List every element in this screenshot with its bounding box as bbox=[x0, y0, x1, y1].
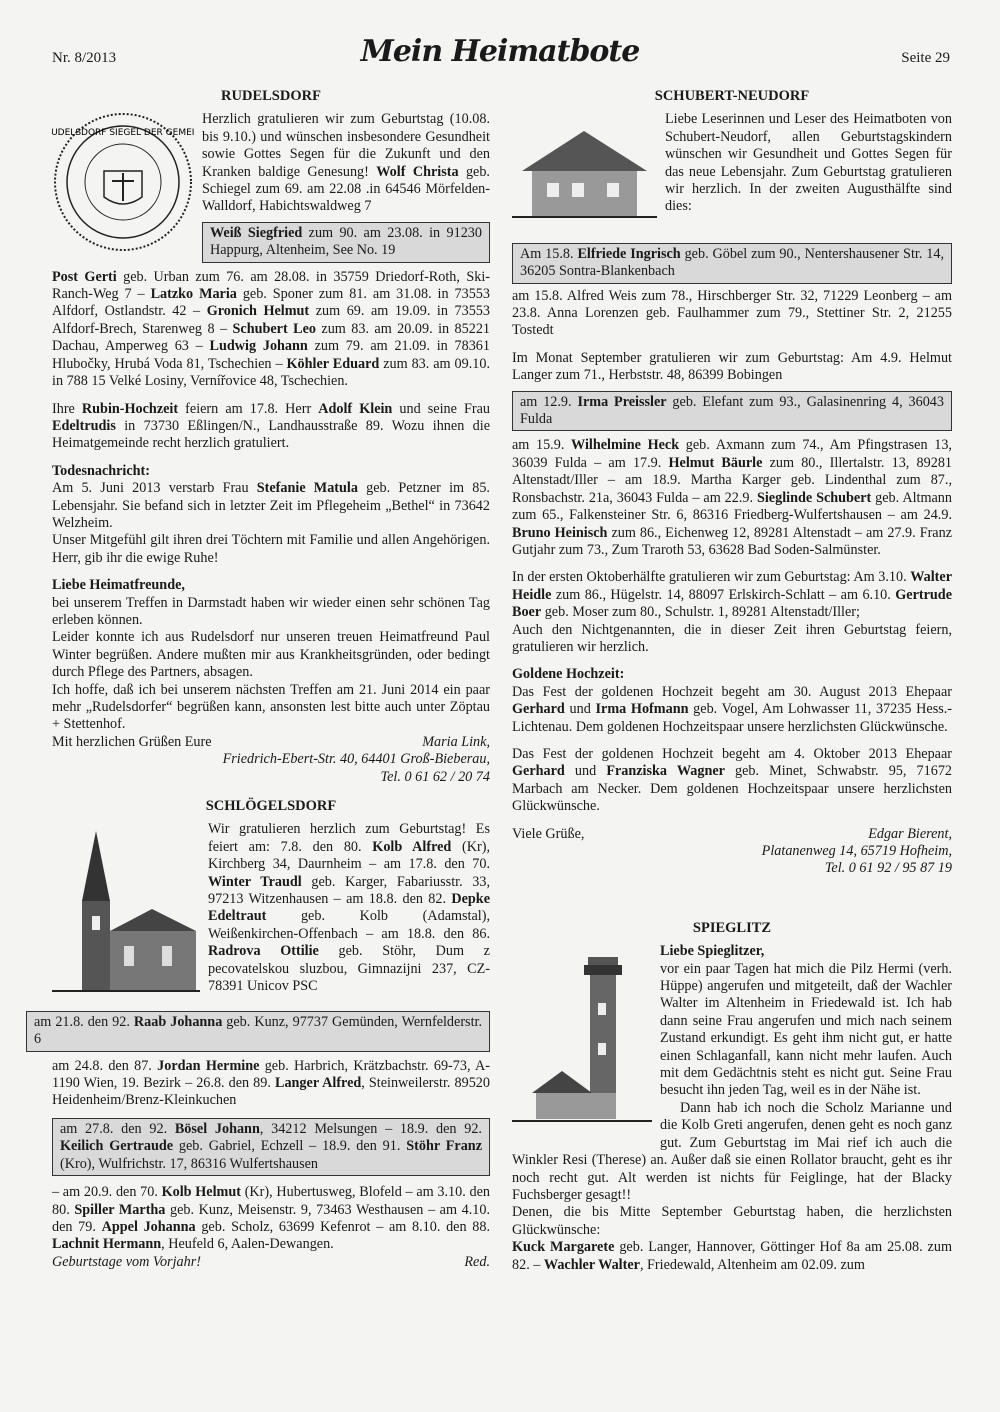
person-name: Kuck Margarete bbox=[512, 1239, 615, 1256]
rubin-wedding bbox=[52, 401, 490, 453]
text-segment: geb. Sponer zum 81. am 31.08. in 73553 Alfdorf, Ostlandstr. 42 – bbox=[52, 286, 490, 320]
person-name: Wilhelmine Heck bbox=[571, 437, 680, 454]
person-name: Post Gerti bbox=[52, 268, 117, 285]
text-segment: zum 86., Eichenweg 12, 89281 Altenstadt – am 27.9. Franz Gutjahr zum 73., Zum Traroth 53, 63628 Bad Soden-Salmünster. bbox=[512, 524, 952, 558]
death-condolence: Unser Mitgefühl gilt ihren drei Töchtern mit Familie und allen Angehörigen. Herr, gib ihr die ewige Ruhe! bbox=[52, 532, 490, 566]
tower-image bbox=[512, 943, 652, 1138]
text-segment: , 34212 Melsungen – 18.9. den 92. bbox=[259, 1120, 482, 1137]
text-segment: geb. Moser zum 80., Schulstr. 1, 89281 Altenstadt/Iller; bbox=[541, 604, 860, 621]
signature-address: Friedrich-Ebert-Str. 40, 64401 Groß-Bieberau, bbox=[222, 751, 490, 768]
text-segment: geb. Petzner im 85. Lebensjahr. Sie befand sich in letzter Zeit im Pflegeheim „Bethel“ in 73642 Welzheim. bbox=[52, 480, 490, 531]
person-name: Gertrude Boer bbox=[512, 586, 952, 621]
text-segment: geb. Urban zum 76. am 28.08. in 35759 Driedorf-Roth, Ski-Ranch-Weg 7 – bbox=[52, 268, 490, 303]
text-segment: geb. Kunz, Meisenstr. 9, 73463 Westhausen – am 4.10. den 79. bbox=[52, 1201, 491, 1235]
text-segment: geb. Langer, Hannover, Göttinger Hof 8a am 25.08. zum 82. – bbox=[512, 1239, 952, 1273]
person-name: Lachnit Hermann bbox=[52, 1236, 162, 1253]
church-image bbox=[52, 821, 200, 1004]
masthead-title: Mein Heimatbote bbox=[360, 34, 640, 69]
person-name: Bösel Johann bbox=[174, 1120, 260, 1137]
section-title-spieglitz: SPIEGLITZ bbox=[692, 919, 772, 936]
text-segment: geb. Harbrich, Krätzbachstr. 69-73, A-1190 Wien, 19. Bezirk – 26.8. den 89. bbox=[52, 1057, 490, 1092]
spieglitz-para-2: Dann hab ich noch die Scholz Marianne und die Kolb Greti angerufen, denen geht es noch ganz gut. Zum Geburtstag im Mai rief ich auch die Winkler Resi (Therese) an. Außer daß sie einen Rollator braucht, geht es ihr noch recht gut. Alt werden ist nichts für Feiglinge, hat der Blacky Fuchsberger gesagt!! bbox=[512, 1099, 952, 1203]
person-name: Stöhr Franz bbox=[406, 1138, 482, 1155]
person-name: Rubin-Hochzeit bbox=[81, 400, 179, 417]
text-segment: am 27.8. den 92. bbox=[60, 1120, 175, 1137]
person-name: Irma Preissler bbox=[577, 393, 667, 410]
text-segment: In der ersten Oktoberhälfte gratulieren wir zum Geburtstag: Am 3.10. bbox=[512, 569, 911, 586]
schubert-august: am 15.8. Alfred Weis zum 78., Hirschberger Str. 32, 71229 Leonberg – am 23.8. Anna Lorenzen geb. Faulhammer zum 79., Stettiner Str. 2, 21255 Tostedt bbox=[512, 287, 952, 339]
text-segment: (Kr), Kirchberg 34, Daurnheim – am 17.8. den 70. bbox=[208, 838, 491, 873]
text-segment: zum 83. am 20.09. in 85221 Dachau, Amperweg 63 – bbox=[52, 320, 491, 355]
text-segment: geb. Altmann zum 65., Falkensteiner Str. 6, 86316 Friedberg-Wulfertshausen – am 24.9. bbox=[512, 489, 952, 524]
person-name: Gronich Helmut bbox=[206, 303, 310, 320]
person-name: Schubert Leo bbox=[232, 320, 316, 337]
schloegelsdorf-end bbox=[52, 1184, 490, 1254]
footer-note: Geburtstage vom Vorjahr! bbox=[52, 1253, 201, 1270]
text-segment: geb. Scholz, 63699 Kefenrot – am 8.10. den 88. bbox=[195, 1218, 490, 1235]
text-segment: geb. Gabriel, Echzell – 18.9. den 91. bbox=[173, 1138, 407, 1155]
text-segment: zum 79. am 21.09. in 78361 Hlubočky, Hrubá Voda 81, Tschechien – bbox=[52, 338, 490, 372]
person-name: Gerhard bbox=[512, 763, 565, 780]
text-segment: geb. Stöhr, Dum z pecovatelskou sluzbou, Gimnazijni 237, CZ-78391 Unicov PSC bbox=[208, 943, 490, 995]
schubert-others: Auch den Nichtgenannten, die in dieser Zeit ihren Geburtstag feiern, gratulieren wir herzlich. bbox=[512, 621, 952, 655]
person-name: Bruno Heinisch bbox=[512, 524, 608, 541]
text-segment: feiern am 17.8. Herr bbox=[178, 400, 319, 417]
text-segment: am 15.9. bbox=[512, 437, 572, 454]
section-title-schloegelsdorf: SCHLÖGELSDORF bbox=[205, 798, 337, 815]
person-name: Spiller Martha bbox=[74, 1201, 166, 1218]
greeting: Mit herzlichen Grüßen Eure bbox=[52, 733, 212, 750]
spieglitz-para-3: Denen, die bis Mitte September Geburtstag haben, die herzlichsten Glückwünsche: bbox=[512, 1204, 952, 1238]
person-name: Winter Traudl bbox=[208, 873, 302, 890]
text-segment: zum 80., Illertalstr. 13, 89281 Altenstadt/Iller – am 18.9. Martha Karger geb. Lindenthal zum 87., Ronsbachstr. 21a, 36043 Fulda – am 22.9. bbox=[512, 454, 953, 506]
person-name: Langer Alfred bbox=[274, 1075, 362, 1092]
person-name: Köhler Eduard bbox=[286, 355, 380, 372]
schubert-october bbox=[512, 569, 952, 621]
text-segment: Ihre bbox=[52, 400, 82, 417]
person-name: Keilich Gertraude bbox=[60, 1138, 174, 1155]
text-segment: zum 86., Hügelstr. 14, 88097 Erlskirch-Schlatt – am 6.10. bbox=[551, 586, 896, 603]
right-column bbox=[512, 88, 952, 1274]
text-segment: und seine Frau bbox=[392, 400, 490, 417]
highlight-box bbox=[202, 222, 490, 263]
text-segment: zum 69. am 19.09. in 73553 Alfdorf-Brech, Starenweg 8 – bbox=[52, 303, 490, 337]
text-segment: Das Fest der goldenen Hochzeit begeht am 30. August 2013 Ehepaar bbox=[512, 683, 952, 700]
schloegelsdorf-more bbox=[52, 1058, 490, 1110]
person-name: Appel Johanna bbox=[101, 1218, 196, 1235]
highlight-box bbox=[512, 391, 952, 432]
text-segment: und bbox=[564, 701, 596, 718]
person-name: Elfriede Ingrisch bbox=[577, 245, 681, 262]
person-name: Helmut Bäurle bbox=[668, 454, 763, 471]
schubert-september: Im Monat September gratulieren wir zum Geburtstag: Am 4.9. Helmut Langer zum 71., Herbststr. 48, 86399 Bobingen bbox=[512, 349, 952, 384]
text-segment: geb. Elefant zum 93., Galasinenring 4, 36043 Fulda bbox=[520, 393, 944, 428]
highlight-box bbox=[52, 1118, 490, 1176]
text-segment: , Steinweilerstr. 89520 Heidenheim/Brenz-Kleinkuchen bbox=[52, 1075, 490, 1109]
text-segment: Am 5. Juni 2013 verstarb Frau bbox=[52, 480, 257, 497]
spieglitz-birthdays bbox=[512, 1239, 952, 1274]
text-segment: (Kr), Hubertusweg, Blofeld – am 3.10. den 80. bbox=[52, 1184, 490, 1218]
text-segment: Am 15.8. bbox=[520, 245, 578, 262]
seal-text: RUDELSDORF SIEGEL DER GEMEIN bbox=[52, 128, 194, 139]
friends-para-3: Ich hoffe, daß ich bei unserem nächsten Treffen am 21. Juni 2014 ein paar mehr „Rudelsdorfer“ begrüßen kann, ansonsten lest bitte auch unter Zöptau + Stettenhof. bbox=[52, 681, 490, 733]
text-segment: Das Fest der goldenen Hochzeit begeht am 4. Oktober 2013 Ehepaar bbox=[512, 745, 952, 762]
rudelsdorf-birthdays bbox=[52, 269, 490, 391]
person-name: Kolb Alfred bbox=[372, 838, 452, 855]
person-name: Gerhard bbox=[512, 701, 565, 718]
highlight-box bbox=[26, 1011, 490, 1052]
text-segment: geb. Kunz, 97737 Gemünden, Wernfelderstr. 6 bbox=[34, 1013, 482, 1048]
highlight-box bbox=[512, 243, 952, 284]
person-name: Sieglinde Schubert bbox=[756, 489, 872, 506]
friends-para-2: Leider konnte ich aus Rudelsdorf nur unseren treuen Heimatfreund Paul Winter begrüßen. Andere mußten mir aus Krankheitsgründen, oder bedingt durch Pflege des Partners, absagen. bbox=[52, 629, 490, 681]
signature-name: Maria Link, bbox=[422, 733, 490, 750]
section-title-rudelsdorf: RUDELSDORF bbox=[221, 88, 321, 104]
person-name: Latzko Maria bbox=[150, 286, 237, 303]
person-name: Wachler Walter bbox=[543, 1256, 640, 1273]
greeting: Viele Grüße, bbox=[512, 825, 585, 842]
person-name: Kolb Helmut bbox=[161, 1184, 241, 1201]
gold-wedding-2 bbox=[512, 746, 952, 816]
box-name: Weiß Siegfried bbox=[210, 224, 303, 241]
spieglitz-heading: Liebe Spieglitzer, bbox=[660, 943, 765, 960]
friends-heading: Liebe Heimatfreunde, bbox=[52, 577, 185, 594]
issue-number: Nr. 8/2013 bbox=[52, 50, 117, 66]
spieglitz-para-1: vor ein paar Tagen hat mich die Pilz Hermi (verh. Hüppe) angerufen und mitgeteilt, daß der Wachler Walter im Altenheim in Friedewald ist. Ich hab dann seine Frau angerufen und mich nach seinem Zustand erkundigt. Es geht ihm nicht gut, er hatte einen Schlaganfall, kann nicht mehr laufen. Auch mit dem Gedächtnis steht es nicht gut. Seine Frau besucht ihn jeden Tag, weil es in der Nähe ist. bbox=[660, 960, 952, 1099]
person-name: Walter Heidle bbox=[512, 569, 952, 603]
person-name: Adolf Klein bbox=[318, 400, 393, 417]
footer-editor: Red. bbox=[464, 1253, 490, 1270]
signature-address: Platanenweg 14, 65719 Hofheim, bbox=[761, 843, 952, 859]
text-segment: , Friedewald, Altenheim am 02.09. zum bbox=[639, 1256, 865, 1273]
person-name: Jordan Hermine bbox=[157, 1057, 260, 1074]
person-name: Radrova Ottilie bbox=[208, 943, 319, 960]
text-segment: geb. Karger, Fabariusstr. 33, 97213 Witzenhausen – am 18.8. den 82. bbox=[208, 873, 491, 908]
text-segment: geb. Göbel zum 90., Nentershausener Str. 14, 36205 Sontra-Blankenbach bbox=[520, 245, 945, 280]
person-name: Ludwig Johann bbox=[209, 338, 308, 355]
person-name: Edeltrudis bbox=[52, 417, 116, 434]
rudelsdorf-intro: Herzlich gratulieren wir zum Geburtstag (10.08. bis 9.10.) und wünschen insbesondere Gesundheit sowie Gottes Segen für die Zukunft und den Kranken baldige Genesung! bbox=[202, 111, 490, 180]
text-segment: geb. Kolb (Adamstal), Weißenkirchen-Offenbach – am 18.8. den 86. bbox=[208, 908, 490, 942]
text-segment: und bbox=[564, 763, 607, 780]
schubert-september-more bbox=[512, 437, 952, 559]
text-segment: zum 83. am 09.10. in 788 15 Velké Losiny, Vernířovice 48, Tschechien. bbox=[52, 355, 490, 390]
text-segment: – am 20.9. den 70. bbox=[52, 1184, 162, 1201]
person-name: Franziska Wagner bbox=[606, 763, 725, 780]
person-name: Irma Hofmann bbox=[595, 701, 689, 718]
signature-phone: Tel. 0 61 62 / 20 74 bbox=[380, 768, 490, 785]
section-title-schubert-neudorf: SCHUBERT-NEUDORF bbox=[654, 88, 810, 104]
box-details: zum 90. am 23.08. in 91230 Happurg, Altenheim, See No. 19 bbox=[210, 224, 482, 259]
death-notice bbox=[52, 480, 490, 532]
person-name: Raab Johanna bbox=[133, 1013, 223, 1030]
text-segment: Wir gratulieren herzlich zum Geburtstag! Es feiert am: 7.8. den 80. bbox=[208, 821, 490, 855]
person-name: Stefanie Matula bbox=[256, 480, 358, 497]
text-segment: in 73730 Eßlingen/N., Landhausstraße 89. Wozu ihnen die Heimatgemeinde recht herzlich gratuliert. bbox=[52, 417, 490, 452]
text-segment: geb. Axmann zum 74., Am Pfingstrasen 13, 36039 Fulda – am 17.9. bbox=[512, 437, 952, 471]
text-segment: geb. Vogel, Am Lohwasser 11, 37235 Hess.-Lichtenau. Dem goldenen Hochzeitspaar unsere herzlichsten Glückwünsche. bbox=[512, 701, 953, 735]
entry-details: geb. Schiegel zum 69. am 22.08 .in 64546 Mörfelden-Walldorf, Habichtswaldweg 7 bbox=[202, 163, 490, 215]
gold-wedding-1 bbox=[512, 684, 952, 736]
text-segment: geb. Minet, Schwabstr. 95, 71672 Marbach am Necker. Dem goldenen Hochzeitspaar unsere herzlichsten Glückwünsche. bbox=[512, 763, 953, 815]
gold-heading: Goldene Hochzeit: bbox=[512, 666, 625, 683]
text-segment: , Heufeld 6, Aalen-Dewangen. bbox=[161, 1236, 334, 1253]
death-heading: Todesnachricht: bbox=[52, 462, 151, 479]
person-name: Depke Edeltraut bbox=[208, 891, 490, 925]
friends-para-1: bei unserem Treffen in Darmstadt haben wir wieder einen sehr schönen Tag erleben können. bbox=[52, 594, 490, 628]
text-segment: (Kro), Wulfrichstr. 17, 86316 Wulfertshausen bbox=[60, 1155, 318, 1172]
page-number: Seite 29 bbox=[901, 50, 950, 66]
schubert-intro: Liebe Leserinnen und Leser des Heimatboten von Schubert-Neudorf, allen Geburtstagskindern wünschen wir Gesundheit und Gottes Segen für das neue Lebensjahr. Zum Geburtstag gratulieren wir herzlich. In der zweiten Augusthälfte sind dies: bbox=[665, 111, 952, 215]
left-column bbox=[34, 88, 491, 1271]
signature-phone: Tel. 0 61 92 / 95 87 19 bbox=[824, 860, 952, 877]
farmhouse-image bbox=[512, 111, 657, 236]
rudelsdorf-seal-image bbox=[52, 111, 194, 258]
text-segment: am 12.9. bbox=[520, 393, 578, 410]
text-segment: am 24.8. den 87. bbox=[52, 1057, 158, 1074]
entry-name: Wolf Christa bbox=[376, 163, 459, 180]
text-segment: am 21.8. den 92. bbox=[34, 1013, 134, 1030]
signature-name: Edgar Bierent, bbox=[868, 825, 952, 842]
